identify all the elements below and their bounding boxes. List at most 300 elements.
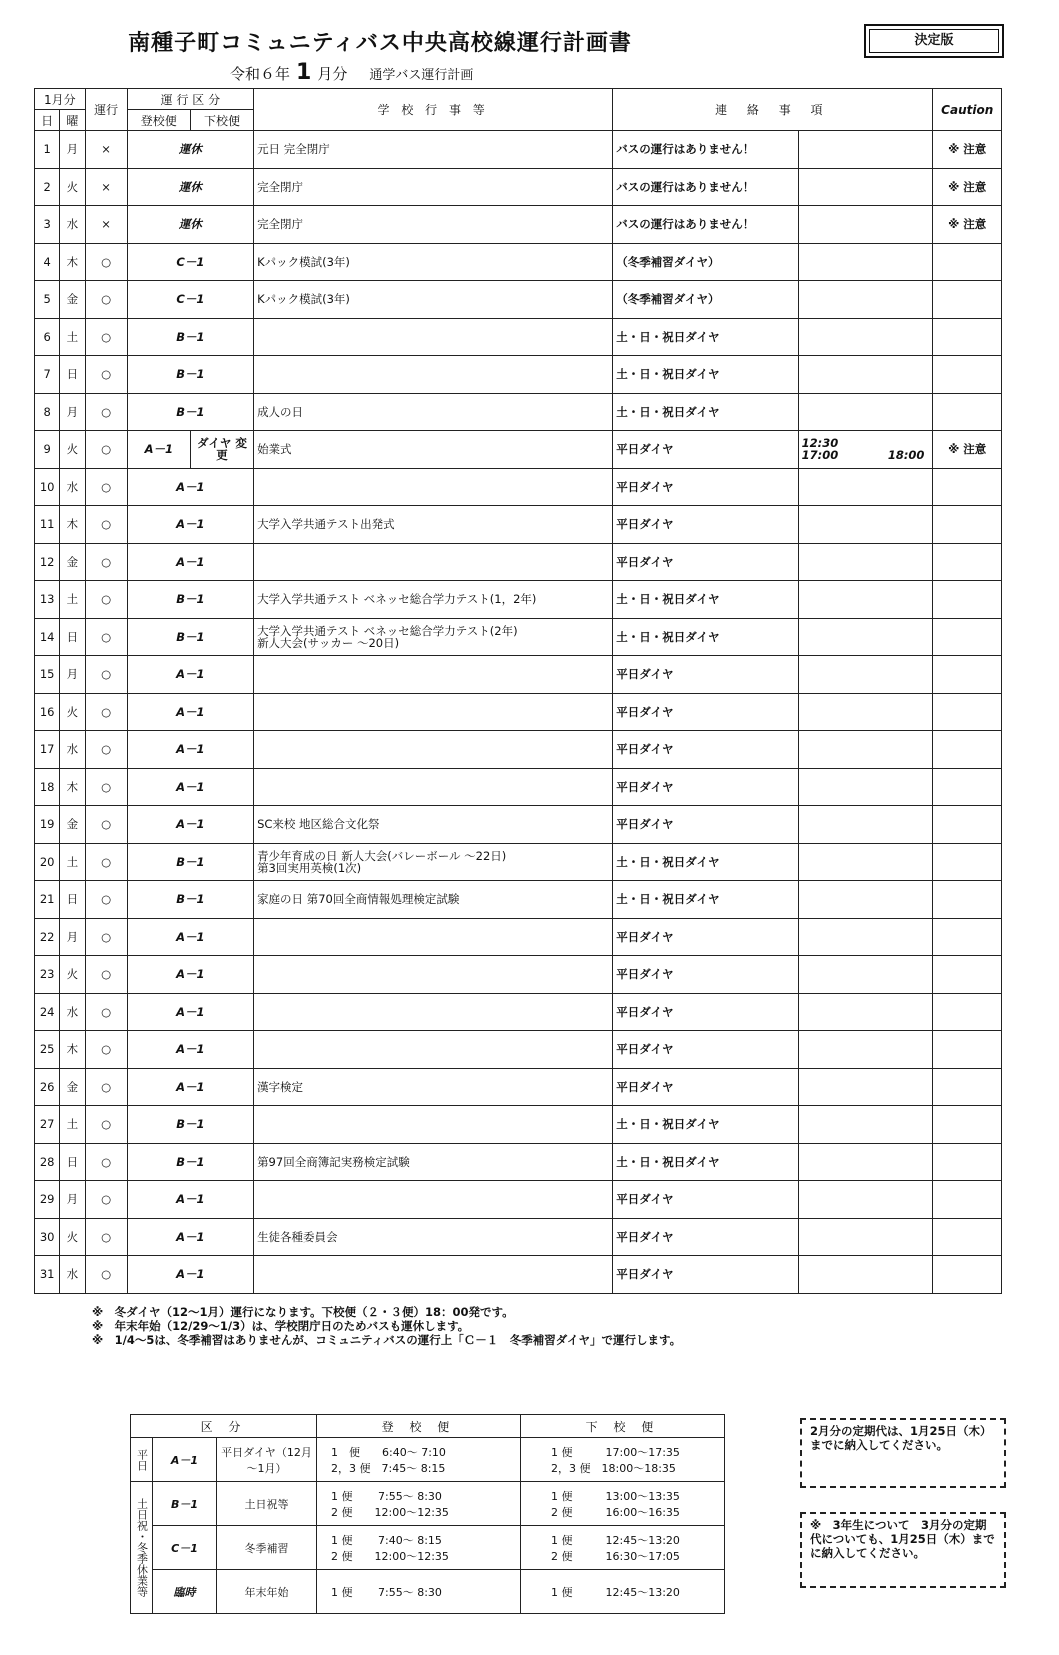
caution-cell: [933, 506, 1002, 544]
notice-box-february: 2月分の定期代は、1月25日（木）までに納入してください。: [800, 1418, 1006, 1488]
day-cell: 18: [35, 768, 60, 806]
note-cell: [798, 281, 933, 319]
caution-cell: [933, 1031, 1002, 1069]
schedule-row: [35, 543, 1002, 581]
weekday-cell: 土: [60, 318, 85, 356]
run-status: ○: [85, 431, 127, 469]
weekday-cell: 日: [60, 881, 85, 919]
caution-cell: [933, 1256, 1002, 1294]
run-status: ○: [85, 881, 127, 919]
caution-cell: ※ 注意: [933, 168, 1002, 206]
contact-message: （冬季補習ダイヤ）: [613, 243, 798, 281]
run-status: ○: [85, 656, 127, 694]
note-cell: [798, 768, 933, 806]
day-cell: 2: [35, 168, 60, 206]
up-code: A－1: [127, 431, 190, 469]
caution-cell: [933, 1218, 1002, 1256]
weekday-cell: 木: [60, 506, 85, 544]
weekday-cell: 月: [60, 393, 85, 431]
day-cell: 28: [35, 1143, 60, 1181]
day-header: 日: [35, 110, 60, 131]
weekday-cell: 火: [60, 693, 85, 731]
caution-cell: [933, 281, 1002, 319]
legend-row: [131, 1526, 725, 1570]
note-cell: [798, 506, 933, 544]
legend-down-header: 下 校 便: [521, 1415, 725, 1438]
era-label: 令和６年: [230, 65, 291, 83]
caution-cell: [933, 768, 1002, 806]
event-cell: [254, 543, 613, 581]
events-header: 学 校 行 事 等: [254, 89, 613, 131]
contact-message: 平日ダイヤ: [613, 656, 798, 694]
footnote: ※ 年末年始（12/29～1/3）は、学校閉庁日のためバスも運休します。: [92, 1319, 470, 1333]
caution-cell: [933, 1068, 1002, 1106]
schedule-row: [35, 468, 1002, 506]
service-code: A－1: [127, 543, 253, 581]
note-cell: [798, 1106, 933, 1144]
caution-cell: [933, 806, 1002, 844]
day-cell: 11: [35, 506, 60, 544]
note-cell: [798, 1031, 933, 1069]
run-status: ×: [85, 206, 127, 244]
contact-message: 平日ダイヤ: [613, 506, 798, 544]
event-cell: [254, 356, 613, 394]
schedule-row: [35, 918, 1002, 956]
legend-kubun-header: 区 分: [131, 1415, 317, 1438]
day-cell: 3: [35, 206, 60, 244]
note-cell: [798, 881, 933, 919]
contact-message: 平日ダイヤ: [613, 1218, 798, 1256]
event-cell: 成人の日: [254, 393, 613, 431]
schedule-row: [35, 318, 1002, 356]
service-code: A－1: [127, 693, 253, 731]
weekday-cell: 木: [60, 243, 85, 281]
note-time: 18:00: [887, 448, 925, 463]
run-status: ×: [85, 131, 127, 169]
contact-message: 土・日・祝日ダイヤ: [613, 1106, 798, 1144]
down-time: 2 便 16:00～16:35: [551, 1505, 680, 1519]
schedule-row: [35, 693, 1002, 731]
schedule-row: [35, 1256, 1002, 1294]
service-code: A－1: [127, 468, 253, 506]
down-time: 1 便 13:00～13:35: [551, 1489, 680, 1503]
caution-cell: [933, 881, 1002, 919]
event-cell: [254, 956, 613, 994]
weekday-cell: 金: [60, 543, 85, 581]
service-code: A－1: [127, 806, 253, 844]
schedule-row: [35, 1143, 1002, 1181]
schedule-row: [35, 768, 1002, 806]
run-status: ○: [85, 243, 127, 281]
service-code: A－1: [127, 956, 253, 994]
run-status: ○: [85, 506, 127, 544]
note-cell: [798, 1143, 933, 1181]
contact-message: 土・日・祝日ダイヤ: [613, 393, 798, 431]
service-code: B－1: [127, 393, 253, 431]
note-cell: [798, 618, 933, 656]
service-code: 運休: [127, 206, 253, 244]
note-cell: [798, 843, 933, 881]
weekday-cell: 土: [60, 581, 85, 619]
note-cell: [798, 993, 933, 1031]
badge-label: 決定版: [869, 29, 999, 53]
note-time: 12:30: [801, 436, 839, 451]
caution-cell: [933, 1106, 1002, 1144]
day-cell: 13: [35, 581, 60, 619]
schedule-table: [34, 88, 1002, 1294]
note-cell: [798, 356, 933, 394]
event-cell: [254, 1256, 613, 1294]
contact-message: 平日ダイヤ: [613, 956, 798, 994]
event-cell: [254, 1031, 613, 1069]
day-cell: 26: [35, 1068, 60, 1106]
weekday-cell: 日: [60, 1143, 85, 1181]
note-cell: [798, 243, 933, 281]
day-cell: 4: [35, 243, 60, 281]
footnote: ※ 冬ダイヤ（12～1月）運行になります。下校便（２・３便）18：00発です。: [92, 1305, 514, 1319]
weekday-cell: 水: [60, 468, 85, 506]
run-status: ○: [85, 393, 127, 431]
run-status: ○: [85, 731, 127, 769]
group-holiday: 土日祝・冬季休業等: [131, 1482, 153, 1614]
service-code: A－1: [127, 1031, 253, 1069]
day-cell: 5: [35, 281, 60, 319]
event-cell: [254, 993, 613, 1031]
service-code: B－1: [127, 356, 253, 394]
contact-message: 土・日・祝日ダイヤ: [613, 581, 798, 619]
event-cell: 生徒各種委員会: [254, 1218, 613, 1256]
contact-message: （冬季補習ダイヤ）: [613, 281, 798, 319]
day-cell: 9: [35, 431, 60, 469]
caution-cell: [933, 356, 1002, 394]
day-cell: 31: [35, 1256, 60, 1294]
event-line: 青少年育成の日 新人大会(バレーボール ～22日): [257, 848, 507, 863]
run-status: ○: [85, 693, 127, 731]
caution-cell: [933, 581, 1002, 619]
schedule-row: [35, 1218, 1002, 1256]
up-time: 2 便 12:00～12:35: [331, 1549, 449, 1563]
contact-message: 平日ダイヤ: [613, 806, 798, 844]
contact-message: 平日ダイヤ: [613, 1031, 798, 1069]
day-cell: 12: [35, 543, 60, 581]
run-status: ○: [85, 618, 127, 656]
day-cell: 22: [35, 918, 60, 956]
note-cell: [798, 206, 933, 244]
note-cell: [798, 693, 933, 731]
note-cell: [798, 168, 933, 206]
contact-message: 平日ダイヤ: [613, 543, 798, 581]
weekday-cell: 月: [60, 1181, 85, 1219]
schedule-row: [35, 656, 1002, 694]
event-cell: 大学入学共通テスト出発式: [254, 506, 613, 544]
note-cell: [798, 393, 933, 431]
note-cell: [798, 1181, 933, 1219]
weekday-cell: 日: [60, 356, 85, 394]
document-title: 南種子町コミュニティバス中央高校線運行計画書: [128, 31, 632, 56]
contact-header: 連 絡 事 項: [613, 89, 933, 131]
weekday-cell: 月: [60, 656, 85, 694]
service-code: A－1: [127, 993, 253, 1031]
event-cell: [254, 918, 613, 956]
contact-message: 平日ダイヤ: [613, 993, 798, 1031]
run-header: 運行: [85, 89, 127, 131]
day-cell: 17: [35, 731, 60, 769]
down-time: 2 便 16:30～17:05: [551, 1549, 680, 1563]
event-cell: Kパック模試(3年): [254, 243, 613, 281]
contact-message: 平日ダイヤ: [613, 731, 798, 769]
event-cell: 家庭の日 第70回全商情報処理検定試験: [254, 881, 613, 919]
note-cell: [798, 656, 933, 694]
event-cell: 始業式: [254, 431, 613, 469]
event-cell: 完全閉庁: [254, 206, 613, 244]
event-line: 大学入学共通テスト ベネッセ総合学力テスト(2年): [257, 623, 518, 638]
event-cell: [254, 731, 613, 769]
event-cell: [254, 318, 613, 356]
legend-row: [131, 1438, 725, 1482]
schedule-row: [35, 356, 1002, 394]
weekday-cell: 金: [60, 1068, 85, 1106]
schedule-row: [35, 243, 1002, 281]
weekday-cell: 木: [60, 768, 85, 806]
schedule-row: [35, 506, 1002, 544]
run-status: ○: [85, 356, 127, 394]
note-cell: [798, 581, 933, 619]
up-time: 1 便 6:40～ 7:10: [331, 1445, 446, 1459]
event-cell: SC来校 地区総合文化祭: [254, 806, 613, 844]
legend-name: 冬季補習: [217, 1526, 317, 1570]
schedule-row: [35, 206, 1002, 244]
service-code: A－1: [127, 1218, 253, 1256]
day-cell: 29: [35, 1181, 60, 1219]
weekday-cell: 金: [60, 806, 85, 844]
event-cell: 完全閉庁: [254, 168, 613, 206]
note-time: 17:00: [801, 448, 839, 463]
event-cell: 第97回全商簿記実務検定試験: [254, 1143, 613, 1181]
legend-code: A－1: [153, 1438, 217, 1482]
legend-code: 臨時: [153, 1570, 217, 1614]
run-status: ○: [85, 1256, 127, 1294]
event-cell: [254, 693, 613, 731]
day-cell: 8: [35, 393, 60, 431]
contact-message: 土・日・祝日ダイヤ: [613, 356, 798, 394]
note-cell: [798, 1218, 933, 1256]
weekday-cell: 火: [60, 956, 85, 994]
footnote: ※ 1/4～5は、冬季補習はありませんが、コミュニティバスの運行上「Ｃ－１ 冬季補習ダイヤ」で運行します。: [92, 1333, 682, 1347]
run-status: ○: [85, 281, 127, 319]
up-header: 登校便: [127, 110, 190, 131]
service-code: 運休: [127, 131, 253, 169]
legend-row: [131, 1482, 725, 1526]
run-status: ○: [85, 318, 127, 356]
weekday-cell: 木: [60, 1031, 85, 1069]
run-status: ○: [85, 1068, 127, 1106]
event-cell: [254, 656, 613, 694]
footnotes: [92, 1305, 681, 1347]
down-header: 下校便: [190, 110, 253, 131]
schedule-row: [35, 956, 1002, 994]
event-cell: 漢字検定: [254, 1068, 613, 1106]
caution-cell: [933, 318, 1002, 356]
caution-cell: [933, 393, 1002, 431]
service-code: A－1: [127, 656, 253, 694]
caution-cell: [933, 918, 1002, 956]
contact-message: 平日ダイヤ: [613, 693, 798, 731]
day-cell: 10: [35, 468, 60, 506]
note-cell: [798, 131, 933, 169]
down-time: 1 便 12:45～13:20: [551, 1585, 680, 1599]
category-header: 運 行 区 分: [127, 89, 253, 110]
legend-name: 年末年始: [217, 1570, 317, 1614]
run-status: ○: [85, 768, 127, 806]
event-line: 第3回実用英検(1次): [257, 860, 362, 875]
caution-cell: [933, 693, 1002, 731]
weekday-cell: 金: [60, 281, 85, 319]
schedule-row: [35, 731, 1002, 769]
down-time: 1 便 12:45～13:20: [551, 1533, 680, 1547]
service-code: 運休: [127, 168, 253, 206]
service-code: A－1: [127, 731, 253, 769]
up-time: 1 便 7:55～ 8:30: [331, 1489, 442, 1503]
service-code: A－1: [127, 918, 253, 956]
weekday-cell: 日: [60, 618, 85, 656]
caution-cell: [933, 956, 1002, 994]
service-code: B－1: [127, 581, 253, 619]
service-code: A－1: [127, 1256, 253, 1294]
caution-cell: [933, 618, 1002, 656]
month-header: 1月分: [35, 89, 86, 110]
note-cell: [798, 956, 933, 994]
service-code: C－1: [127, 281, 253, 319]
contact-message: バスの運行はありません！: [613, 131, 798, 169]
schedule-row: [35, 393, 1002, 431]
caution-cell: [933, 656, 1002, 694]
caution-cell: ※ 注意: [933, 431, 1002, 469]
caution-cell: [933, 731, 1002, 769]
event-cell: 大学入学共通テスト ベネッセ総合学力テスト(1，2年): [254, 581, 613, 619]
up-time: 1 便 7:40～ 8:15: [331, 1533, 442, 1547]
caution-cell: [933, 543, 1002, 581]
service-code: B－1: [127, 1143, 253, 1181]
schedule-row: [35, 618, 1002, 656]
day-cell: 20: [35, 843, 60, 881]
notice-box-third-year: ※ 3年生について 3月分の定期代についても、1月25日（木）までに納入してください。: [800, 1512, 1006, 1588]
down-code: ダイヤ 変更: [190, 431, 253, 469]
caution-cell: [933, 1143, 1002, 1181]
up-time: 2 便 12:00～12:35: [331, 1505, 449, 1519]
note-cell: [798, 731, 933, 769]
run-status: ○: [85, 1143, 127, 1181]
schedule-row: [35, 1106, 1002, 1144]
weekday-cell: 土: [60, 843, 85, 881]
weekday-cell: 水: [60, 206, 85, 244]
service-code: A－1: [127, 1068, 253, 1106]
weekday-cell: 水: [60, 1256, 85, 1294]
caution-cell: ※ 注意: [933, 131, 1002, 169]
legend-code: C－1: [153, 1526, 217, 1570]
contact-message: 土・日・祝日ダイヤ: [613, 618, 798, 656]
schedule-row: [35, 168, 1002, 206]
contact-message: バスの運行はありません！: [613, 206, 798, 244]
run-status: ○: [85, 1181, 127, 1219]
up-time: 1 便 7:55～ 8:30: [331, 1585, 442, 1599]
caution-cell: [933, 243, 1002, 281]
contact-message: 平日ダイヤ: [613, 431, 798, 469]
contact-message: 平日ダイヤ: [613, 468, 798, 506]
month-number: 1: [296, 60, 312, 85]
service-code: B－1: [127, 881, 253, 919]
event-cell: [254, 1106, 613, 1144]
run-status: ○: [85, 843, 127, 881]
day-cell: 16: [35, 693, 60, 731]
note-cell: [798, 1068, 933, 1106]
service-code: A－1: [127, 768, 253, 806]
run-status: ○: [85, 956, 127, 994]
note-cell: [798, 543, 933, 581]
contact-message: 平日ダイヤ: [613, 1181, 798, 1219]
schedule-row: [35, 1031, 1002, 1069]
run-status: ○: [85, 1218, 127, 1256]
run-status: ○: [85, 806, 127, 844]
note-cell: [798, 1256, 933, 1294]
contact-message: 平日ダイヤ: [613, 918, 798, 956]
contact-message: 平日ダイヤ: [613, 1068, 798, 1106]
down-time: 1 便 17:00～17:35: [551, 1445, 680, 1459]
day-cell: 6: [35, 318, 60, 356]
day-cell: 15: [35, 656, 60, 694]
run-status: ○: [85, 1031, 127, 1069]
contact-message: 土・日・祝日ダイヤ: [613, 318, 798, 356]
contact-message: 平日ダイヤ: [613, 1256, 798, 1294]
caution-cell: ※ 注意: [933, 206, 1002, 244]
service-code: B－1: [127, 1106, 253, 1144]
service-code: C－1: [127, 243, 253, 281]
weekday-cell: 水: [60, 993, 85, 1031]
weekday-cell: 火: [60, 1218, 85, 1256]
caution-cell: [933, 468, 1002, 506]
caution-header: Caution: [933, 89, 1002, 131]
run-status: ○: [85, 468, 127, 506]
contact-message: バスの運行はありません！: [613, 168, 798, 206]
schedule-row: [35, 881, 1002, 919]
contact-message: 平日ダイヤ: [613, 768, 798, 806]
service-code: B－1: [127, 618, 253, 656]
schedule-row: [35, 993, 1002, 1031]
service-code: B－1: [127, 843, 253, 881]
day-cell: 23: [35, 956, 60, 994]
service-code: B－1: [127, 318, 253, 356]
weekday-header: 曜: [60, 110, 85, 131]
note-cell: [798, 468, 933, 506]
weekday-cell: 水: [60, 731, 85, 769]
timetable-legend: [130, 1414, 725, 1614]
final-version-badge: [864, 24, 1004, 58]
event-line: 新人大会(サッカー ～20日): [257, 635, 400, 650]
weekday-cell: 土: [60, 1106, 85, 1144]
legend-code: B－1: [153, 1482, 217, 1526]
run-status: ×: [85, 168, 127, 206]
service-code: A－1: [127, 1181, 253, 1219]
group-weekday: 平日: [131, 1438, 153, 1482]
schedule-row: [35, 431, 1002, 469]
event-cell: Kパック模試(3年): [254, 281, 613, 319]
day-cell: 25: [35, 1031, 60, 1069]
schedule-row: [35, 131, 1002, 169]
month-suffix: 月分: [317, 65, 348, 83]
day-cell: 19: [35, 806, 60, 844]
day-cell: 27: [35, 1106, 60, 1144]
run-status: ○: [85, 581, 127, 619]
day-cell: 7: [35, 356, 60, 394]
